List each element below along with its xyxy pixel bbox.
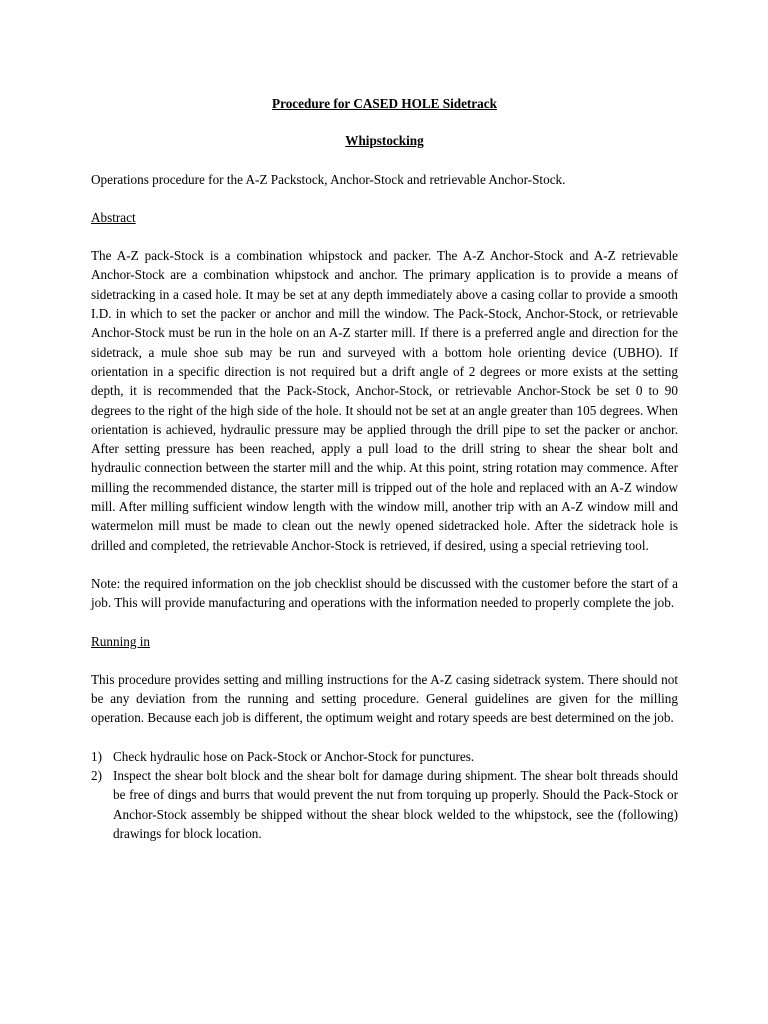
running-in-body: This procedure provides setting and milling instructions for the A-Z casing sidetrack system. There should not be any deviation from the running and setting procedure. General guidelines are given for the milling operation. Because each job is different, the optimum weight and rotary speeds are best determined on the job. [91,671,678,726]
running-in-heading: Running in [91,633,150,649]
step-text: Check hydraulic hose on Pack-Stock or Anchor-Stock for punctures. [113,748,475,764]
document-page [91,94,678,843]
procedure-step-2 [91,766,678,843]
intro-paragraph: Operations procedure for the A-Z Packstock, Anchor-Stock and retrievable Anchor-Stock. [91,171,566,187]
document-title: Procedure for CASED HOLE Sidetrack [272,96,497,111]
step-number: 2) [91,768,102,784]
procedure-step-1 [91,747,678,766]
abstract-body: The A-Z pack-Stock is a combination whipstock and packer. The A-Z Anchor-Stock and A-Z retrievable Anchor-Stock are a combination whipstock and anchor. The primary application is to provide a means of sidetracking in a cased hole. It may be set at any depth immediately above a casing collar to provide a smooth I.D. in which to set the packer or anchor and mill the window. The Pack-Stock, Anchor-Stock, or retrievable Anchor-Stock must be run in the hole on an A-Z starter mill. If there is a preferred angle and direction for the sidetrack, a mule shoe sub may be run and surveyed with a bottom hole orienting device (UBHO). If orientation in a specific direction is not required but a drift angle of 2 degrees or more exists at the setting depth, it is recommended that the Pack-Stock, Anchor-Stock, or retrievable Anchor-Stock be set 0 to 90 degrees to the right of the high side of the hole. It should not be set at an angle greater than 105 degrees. When orientation is achieved, hydraulic pressure may be applied through the drill pipe to set the packer or anchor. After setting pressure has been reached, apply a pull load to the drill string to shear the shear bolt and hydraulic connection between the starter mill and the whip. At this point, string rotation may commence. After milling the recommended distance, the starter mill is tripped out of the hole and replaced with an A-Z window mill. After milling sufficient window length with the window mill, another trip with an A-Z window mill and watermelon mill must be made to clean out the newly opened sidetracked hole. After the sidetrack hole is drilled and completed, the retrievable Anchor-Stock is retrieved, if desired, using a special retrieving tool. [91,248,678,553]
step-number: 1) [91,748,102,764]
document-subtitle: Whipstocking [345,133,424,149]
procedure-steps [91,747,678,843]
abstract-note: Note: the required information on the job checklist should be discussed with the customer before the start of a job. This will provide manufacturing and operations with the information needed to properly complete the job. [91,575,678,611]
step-text: Inspect the shear bolt block and the shear bolt for damage during shipment. The shear bolt threads should be free of dings and burrs that would prevent the nut from torquing up properly. Should the Pack-Stock or Anchor-Stock assembly be shipped without the shear block welded to the whipstock, see the (following) drawings for block location. [113,768,678,841]
abstract-heading: Abstract [91,209,136,225]
